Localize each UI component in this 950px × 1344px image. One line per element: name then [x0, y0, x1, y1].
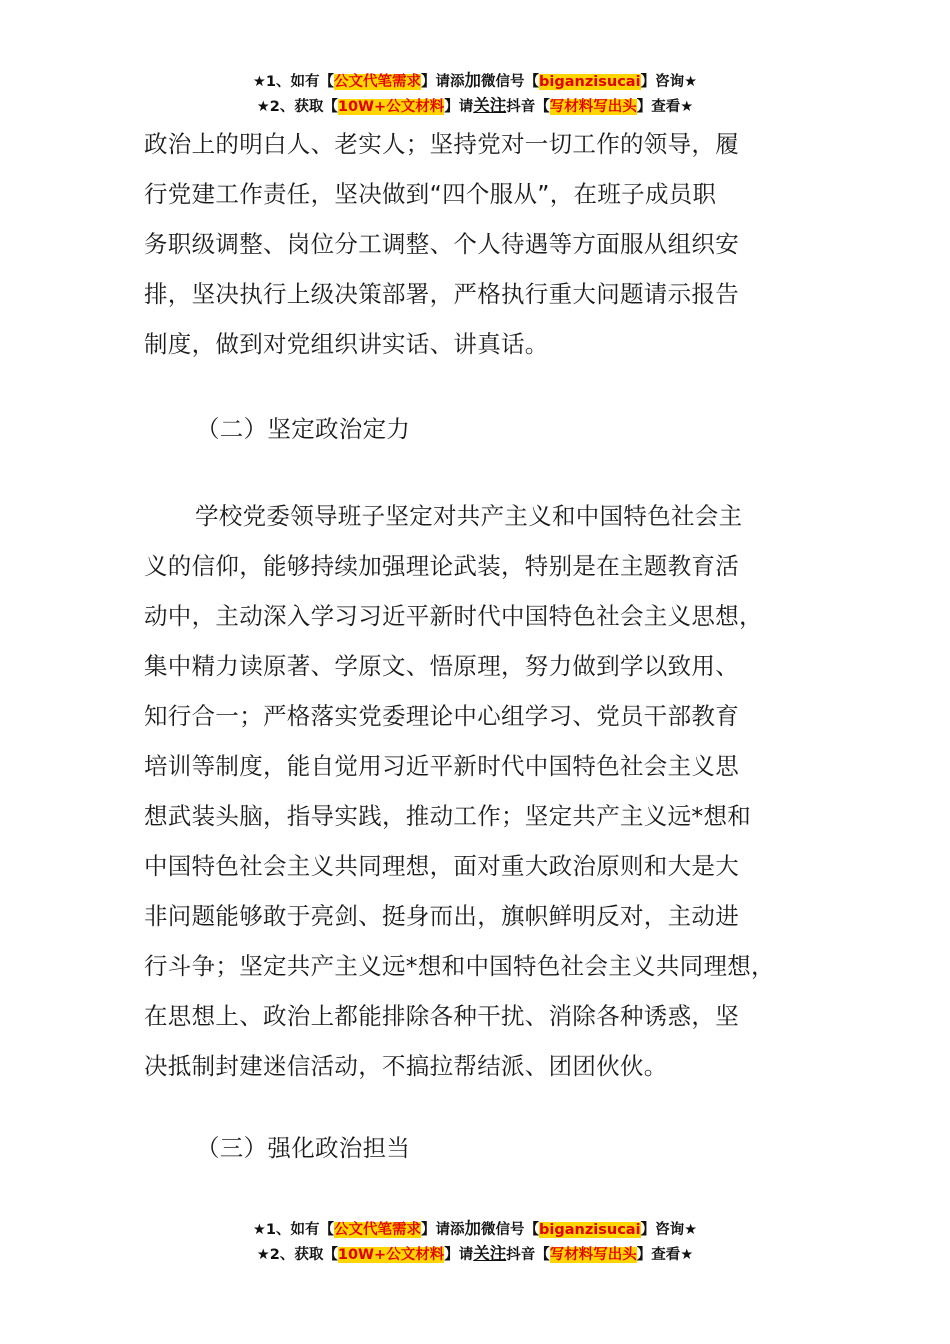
banner-highlight: 10W+公文材料 [337, 1247, 445, 1263]
banner-text: ★1、如有【 [252, 74, 335, 90]
banner-line-1 [0, 69, 950, 94]
header-banner [0, 69, 950, 119]
banner-text: 抖音【 [506, 1247, 550, 1263]
banner-text: 微信号【 [481, 1222, 540, 1238]
banner-text: ★2、获取【 [256, 1247, 338, 1263]
banner-text: 抖音【 [506, 99, 550, 115]
text-line: 非问题能够敢于亮剑、挺身而出，旗帜鲜明反对，主动进 [144, 902, 739, 930]
banner-text: 关注 [473, 96, 507, 115]
banner-highlight: 写材料写出头 [549, 1247, 637, 1263]
banner-line-2 [0, 1242, 950, 1267]
banner-highlight: biganzisucai [539, 1222, 641, 1238]
text-line: 排，坚决执行上级决策部署，严格执行重大问题请示报告 [144, 280, 739, 308]
banner-text: 加 [464, 71, 482, 90]
banner-text: 关注 [473, 1244, 507, 1263]
footer-banner [0, 1217, 950, 1267]
banner-highlight: 公文代笔需求 [334, 1222, 422, 1238]
banner-text: 微信号【 [481, 74, 540, 90]
banner-highlight: 写材料写出头 [549, 99, 637, 115]
text-line: 知行合一；严格落实党委理论中心组学习、党员干部教育 [144, 702, 739, 730]
paragraph-continuation [144, 119, 824, 369]
banner-text: ★2、获取【 [256, 99, 338, 115]
banner-text: 】咨询★ [640, 74, 698, 90]
banner-text: 】查看★ [636, 99, 694, 115]
text-line: 集中精力读原著、学原文、悟原理，努力做到学以致用、 [144, 652, 739, 680]
text-line: 行党建工作责任，坚决做到“四个服从”，在班子成员职 [144, 180, 717, 208]
banner-text: 加 [464, 1219, 482, 1238]
banner-highlight: 公文代笔需求 [334, 74, 422, 90]
text-line: 政治上的明白人、老实人；坚持党对一切工作的领导，履 [144, 130, 739, 158]
banner-highlight: biganzisucai [539, 74, 641, 90]
text-line: 在思想上、政治上都能排除各种干扰、消除各种诱惑，坚 [144, 1002, 739, 1030]
banner-text: 】请 [444, 99, 474, 115]
banner-text: 】请 [444, 1247, 474, 1263]
banner-line-1 [0, 1217, 950, 1242]
paragraph-political-determination [144, 491, 824, 1091]
section-heading-3 [196, 1123, 876, 1173]
banner-text: ★1、如有【 [252, 1222, 335, 1238]
text-line: 务职级调整、岗位分工调整、个人待遇等方面服从组织安 [144, 230, 739, 258]
text-line: 中国特色社会主义共同理想，面对重大政治原则和大是大 [144, 852, 739, 880]
heading-text: （三）强化政治担当 [196, 1134, 411, 1162]
text-line: 培训等制度，能自觉用习近平新时代中国特色社会主义思 [144, 752, 739, 780]
section-heading-2 [196, 404, 876, 454]
banner-text: 】查看★ [636, 1247, 694, 1263]
text-line: 想武装头脑，指导实践，推动工作；坚定共产主义远*想和 [144, 802, 752, 830]
banner-text: 】咨询★ [640, 1222, 698, 1238]
banner-line-2 [0, 94, 950, 119]
banner-text: 】请添 [421, 1222, 465, 1238]
text-line: 制度，做到对党组织讲实话、讲真话。 [144, 330, 549, 358]
banner-text: 】请添 [421, 74, 465, 90]
text-line: 行斗争；坚定共产主义远*想和中国特色社会主义共同理想， [144, 952, 775, 980]
text-line: 动中，主动深入学习习近平新时代中国特色社会主义思想， [144, 602, 763, 630]
banner-highlight: 10W+公文材料 [337, 99, 445, 115]
heading-text: （二）坚定政治定力 [196, 415, 411, 443]
text-line: 义的信仰，能够持续加强理论武装，特别是在主题教育活 [144, 552, 739, 580]
text-line: 学校党委领导班子坚定对共产主义和中国特色社会主 [195, 502, 743, 530]
text-line: 决抵制封建迷信活动，不搞拉帮结派、团团伙伙。 [144, 1052, 668, 1080]
